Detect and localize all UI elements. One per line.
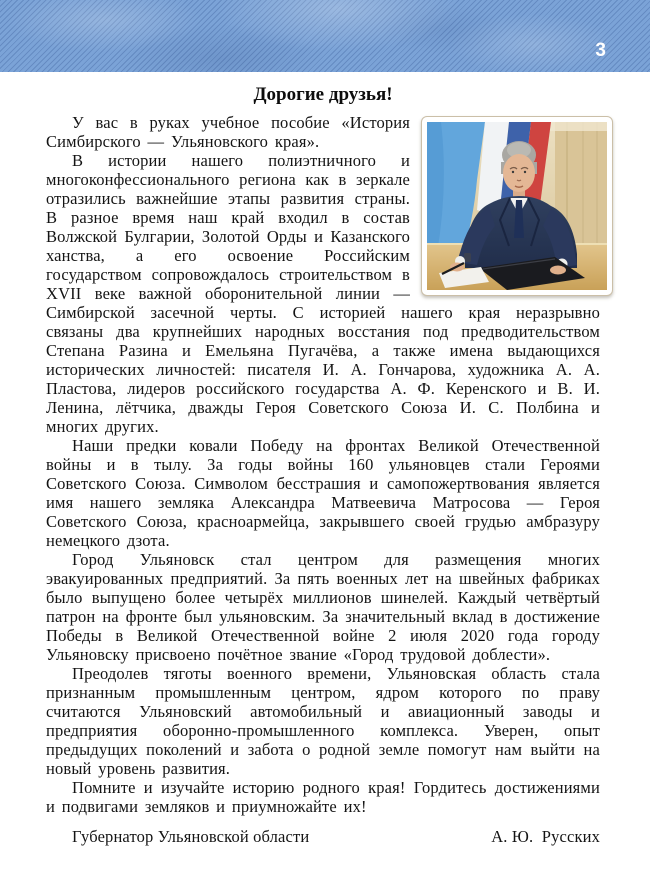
page-title: Дорогие друзья! xyxy=(253,84,393,105)
signature-name: А. Ю. Русских xyxy=(491,827,600,846)
governor-photo-illustration xyxy=(427,122,607,290)
paragraph-war: Наши предки ковали Победу на фронтах Великой Отечественной войны и в тылу. За годы войны 160 ульяновцев стали Героями Советского Союза. Символом бесстрашия и самопожертвования является имя нашего земляка Александра Матвеевича Матросова — Героя Советского Союза, красноармейца, закрывшего своей грудью амбразуру немецкого дзота. xyxy=(46,436,600,550)
signature-role: Губернатор Ульяновской области xyxy=(72,827,310,846)
paragraph-postwar: Преодолев тяготы военного времени, Ульяновская область стала признанным промышленным центром, ядром которого по праву считаются Ульяновский автомобильный и авиационный заводы и предприятия оборонно-промышленного комплекса. Уверен, опыт предыдущих поколений и забота о родной земле помогут нам выйти на новый уровень развития. xyxy=(46,664,600,778)
signature-row xyxy=(46,827,600,847)
header-band xyxy=(0,0,650,72)
paragraph-industry-war: Город Ульяновск стал центром для размещения многих эвакуированных предприятий. За пять военных лет на швейных фабриках было выпущено более четырёх миллионов шинелей. Каждый четвёртый патрон на фронте был ульяновским. За значительный вклад в достижение Победы в Великой Отечественной войне 2 июля 2020 года городу Ульяновску присвоено почётное звание «Город трудовой доблести». xyxy=(46,550,600,664)
page-content xyxy=(46,84,600,847)
paragraph-history: В истории нашего полиэтничного и многоконфессионального региона как в зеркале отразились важнейшие этапы развития страны. В разное время наш край входил в состав Волжской Булгарии, Золотой Орды и Казанского ханства, а его освоение Российским государством сопровождалось строительством в XVII веке важной оборонительной линии — Симбирской засечной черты. С историей нашего края неразрывно связаны два крупнейших народных восстания под предводительством Степана Разина и Емельяна Пугачёва, а также имена выдающихся исторических личностей: писателя И. А. Гончарова, художника А. А. Пластова, лидеров российского государства А. Ф. Керенского и В. И. Ленина, лётчика, дважды Героя Советского Союза И. С. Полбина и многих других. xyxy=(46,151,600,436)
governor-photo xyxy=(421,116,613,296)
page-number: 3 xyxy=(595,40,606,61)
paragraph-intro: У вас в руках учебное пособие «История Симбирского — Ульяновского края». xyxy=(46,113,410,151)
paragraph-callout: Помните и изучайте историю родного края! Гордитесь достижениями и подвигами земляков и приумножайте их! xyxy=(46,778,600,816)
